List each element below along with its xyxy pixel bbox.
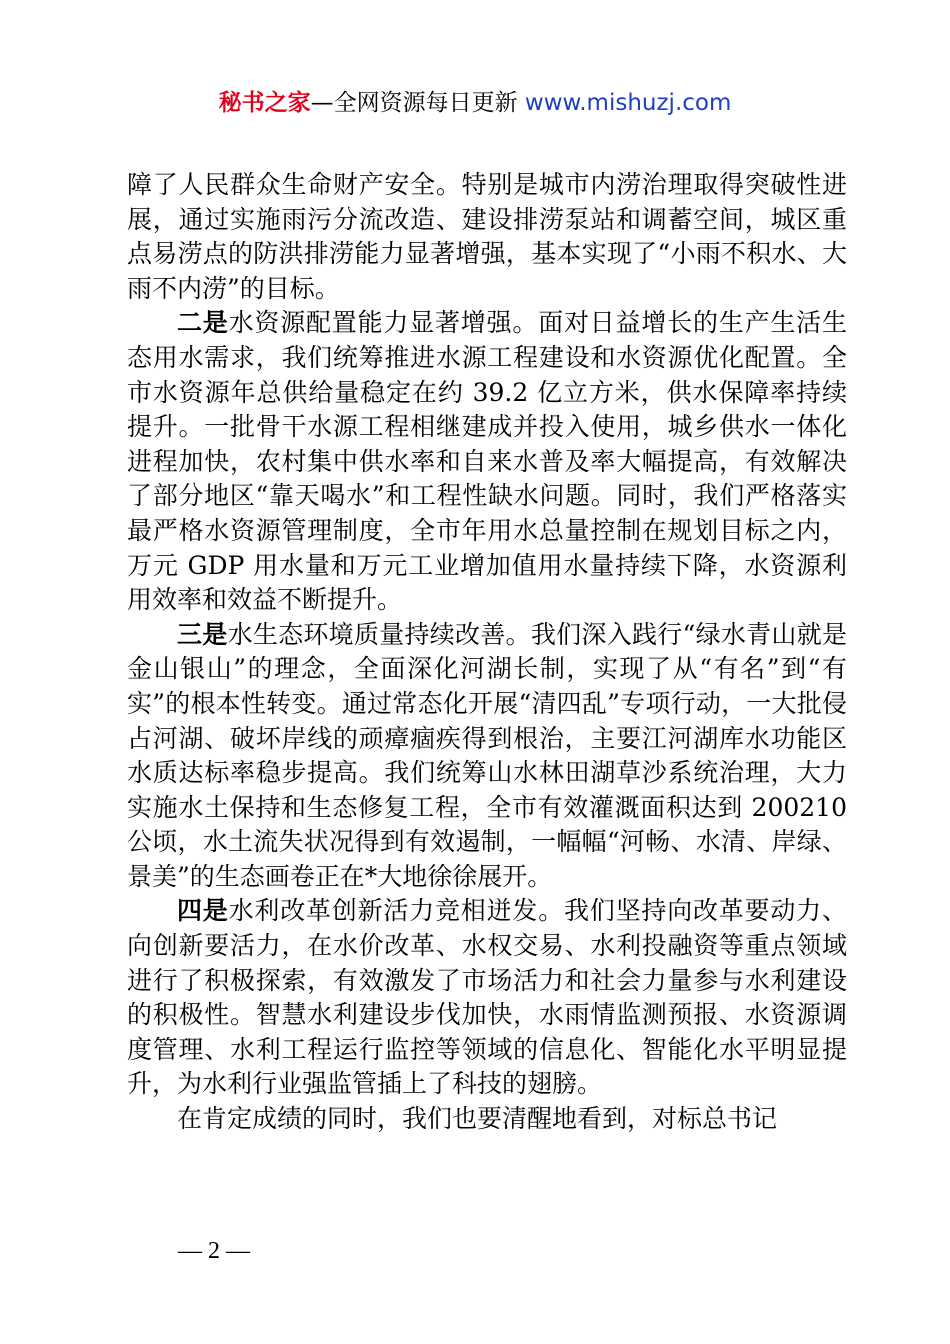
paragraph-lead: 二是	[177, 308, 229, 338]
paragraph-water-ecology	[127, 618, 847, 895]
site-tagline: —全网资源每日更新	[310, 90, 525, 116]
paragraph-text: 水利改革创新活力竞相迸发。我们坚持向改革要动力、向创新要活力，在水价改革、水权交易、水利投融资等重点领域进行了积极探索，有效激发了市场活力和社会力量参与水利建设的积极性。智慧水利建设步伐加快，水雨情监测预报、水资源调度管理、水利工程运行监控等领域的信息化、智能化水平明显提升，为水利行业强监管插上了科技的翅膀。	[127, 896, 847, 1099]
paragraph-lead: 三是	[177, 619, 228, 649]
paragraph-text: 在肯定成绩的同时，我们也要清醒地看到，对标总书记	[177, 1104, 778, 1134]
site-brand: 秘书之家	[218, 90, 311, 116]
paragraph-closing	[127, 1102, 847, 1137]
paragraph-reform-innovation	[127, 894, 847, 1102]
site-url-link[interactable]: www.mishuzj.com	[524, 90, 732, 116]
paragraph-text: 水生态环境质量持续改善。我们深入践行“绿水青山就是金山银山”的理念，全面深化河湖长制，实现了从“有名”到“有实”的根本性转变。通过常态化开展“清四乱”专项行动，一大批侵占河湖、破坏岸线的顽瘴痼疾得到根治，主要江河湖库水功能区水质达标率稳步提高。我们统筹山水林田湖草沙系统治理，大力实施水土保持和生态修复工程，全市有效灌溉面积达到 200210 公顷，水土流失状况得到有效遏制，一幅幅“河畅、水清、岸绿、景美”的生态画卷正在*大地徐徐展开。	[127, 619, 847, 891]
paragraph-water-resources	[127, 306, 847, 617]
paragraph-continuation	[127, 168, 847, 306]
paragraph-lead: 四是	[177, 896, 229, 926]
paragraph-text: 水资源配置能力显著增强。面对日益增长的生产生活生态用水需求，我们统筹推进水源工程建设和水资源优化配置。全市水资源年总供给量稳定在约 39.2 亿立方米，供水保障率持续提升。一批骨干水源工程相继建成并投入使用，城乡供水一体化进程加快，农村集中供水率和自来水普及率大幅提高，有效解决了部分地区“靠天喝水”和工程性缺水问题。同时，我们严格落实最严格水资源管理制度，全市年用水总量控制在规划目标之内，万元 GDP 用水量和万元工业增加值用水量持续下降，水资源利用效率和效益不断提升。	[127, 308, 847, 615]
document-body	[127, 168, 847, 1137]
page-number: — 2 —	[178, 1238, 250, 1264]
site-header	[0, 86, 950, 120]
paragraph-text: 障了人民群众生命财产安全。特别是城市内涝治理取得突破性进展，通过实施雨污分流改造、建设排涝泵站和调蓄空间，城区重点易涝点的防洪排涝能力显著增强，基本实现了“小雨不积水、大雨不内涝”的目标。	[127, 170, 847, 303]
